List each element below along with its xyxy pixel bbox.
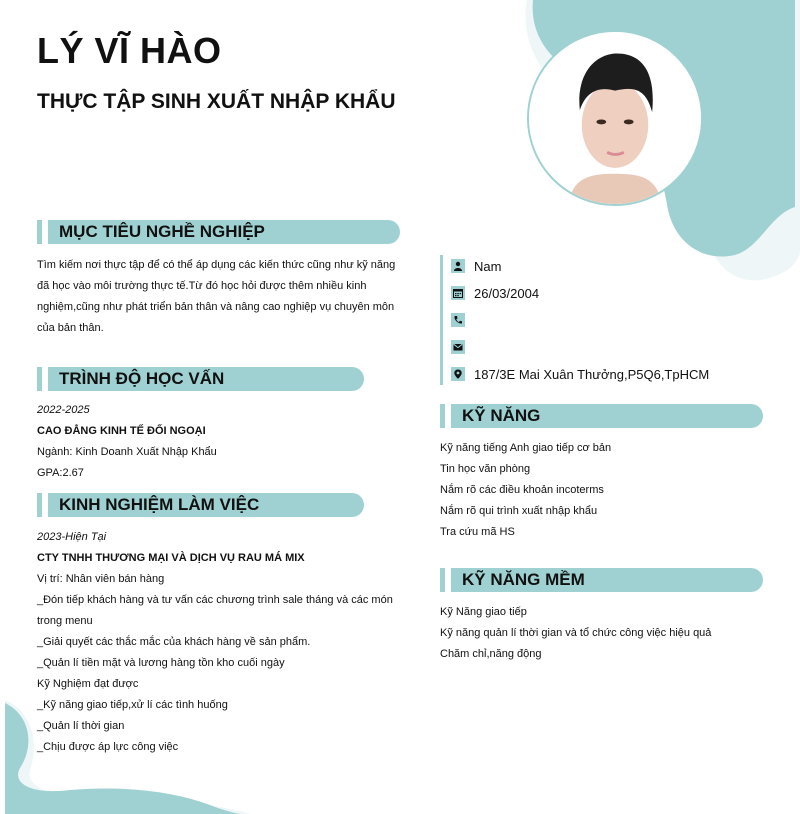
experience-line: Kỹ Nghiệm đạt được bbox=[37, 678, 139, 690]
soft-skill-item: Kỹ năng quản lí thời gian và tổ chức công việc hiệu quả bbox=[440, 627, 712, 639]
objective-text bbox=[37, 255, 395, 339]
experience-details bbox=[37, 527, 393, 758]
soft-skills-list bbox=[440, 602, 711, 665]
contact-info bbox=[440, 255, 743, 385]
calendar-icon bbox=[451, 286, 465, 300]
objective-line: của bản thân. bbox=[37, 322, 104, 334]
section-header-experience bbox=[37, 493, 364, 517]
contact-address bbox=[451, 365, 709, 383]
section-title: KỸ NĂNG MỀM bbox=[451, 568, 763, 592]
experience-company: CTY TNHH THƯƠNG MẠI VÀ DỊCH VỤ RAU MÁ MIX bbox=[37, 552, 305, 564]
contact-email bbox=[451, 338, 474, 356]
experience-line: _Chịu được áp lực công việc bbox=[37, 741, 179, 753]
candidate-name: LÝ VĨ HÀO bbox=[37, 30, 222, 71]
skill-item: Tra cứu mã HS bbox=[440, 526, 515, 538]
job-title: THỰC TẬP SINH XUẤT NHẬP KHẨU bbox=[37, 90, 396, 113]
section-accent-bar bbox=[37, 220, 42, 244]
experience-line: _Quản lí tiền mặt và lương hàng tồn kho cuối ngày bbox=[37, 657, 285, 669]
objective-line: nghiệm,cũng như phát triển bản thân và nâng cao nghiệp vụ chuyên môn bbox=[37, 301, 395, 313]
experience-line: Vị trí: Nhân viên bán hàng bbox=[37, 573, 165, 585]
experience-line: _Kỹ năng giao tiếp,xử lí các tình huống bbox=[37, 699, 228, 711]
section-accent-bar bbox=[440, 404, 445, 428]
profile-photo bbox=[527, 30, 703, 206]
objective-line: đã học vào môi trường thực tế.Từ đó học hỏi được thêm nhiều kinh bbox=[37, 280, 367, 292]
email-icon bbox=[451, 340, 465, 354]
education-gpa: GPA:2.67 bbox=[37, 467, 84, 479]
contact-value: Nam bbox=[474, 258, 502, 274]
section-title: MỤC TIÊU NGHỀ NGHIỆP bbox=[48, 220, 400, 244]
contact-phone bbox=[451, 311, 474, 329]
section-accent-bar bbox=[440, 568, 445, 592]
experience-line: _Giải quyết các thắc mắc của khách hàng về sản phẩm. bbox=[37, 636, 311, 648]
skill-item: Nắm rõ các điều khoản incoterms bbox=[440, 484, 604, 496]
objective-line: Tìm kiếm nơi thực tập để có thể áp dụng các kiến thức cũng như kỹ năng bbox=[37, 259, 396, 271]
experience-period: 2023-Hiện Tại bbox=[37, 531, 107, 543]
portrait-icon bbox=[529, 32, 701, 204]
experience-line: _Quản lí thời gian bbox=[37, 720, 125, 732]
section-accent-bar bbox=[37, 493, 42, 517]
person-icon bbox=[451, 259, 465, 273]
section-accent-bar bbox=[37, 367, 42, 391]
skill-item: Kỹ năng tiếng Anh giao tiếp cơ bản bbox=[440, 442, 612, 454]
section-header-soft-skills bbox=[440, 568, 763, 592]
soft-skill-item: Chăm chỉ,năng động bbox=[440, 648, 542, 660]
experience-line: _Đón tiếp khách hàng và tư vấn các chương trình sale tháng và các món bbox=[37, 594, 393, 606]
location-pin-icon bbox=[451, 367, 465, 381]
section-title: TRÌNH ĐỘ HỌC VẤN bbox=[48, 367, 364, 391]
contact-birthdate bbox=[451, 284, 539, 302]
experience-line: trong menu bbox=[37, 615, 93, 627]
education-major: Ngành: Kinh Doanh Xuất Nhập Khẩu bbox=[37, 446, 217, 458]
section-title: KỸ NĂNG bbox=[451, 404, 763, 428]
section-header-skills bbox=[440, 404, 763, 428]
contact-value: 187/3E Mai Xuân Thưởng,P5Q6,TpHCM bbox=[474, 366, 710, 382]
section-header-education bbox=[37, 367, 364, 391]
skills-list bbox=[440, 438, 611, 543]
section-header-objective bbox=[37, 220, 400, 244]
skill-item: Tin học văn phòng bbox=[440, 463, 531, 475]
soft-skill-item: Kỹ Năng giao tiếp bbox=[440, 606, 527, 618]
education-details bbox=[37, 400, 217, 484]
education-school: CAO ĐẲNG KINH TẾ ĐỐI NGOẠI bbox=[37, 425, 206, 437]
section-title: KINH NGHIỆM LÀM VIỆC bbox=[48, 493, 364, 517]
contact-value: 26/03/2004 bbox=[474, 285, 540, 301]
education-period: 2022-2025 bbox=[37, 404, 90, 416]
contact-gender bbox=[451, 257, 501, 275]
skill-item: Nắm rõ qui trình xuất nhập khẩu bbox=[440, 505, 598, 517]
phone-icon bbox=[451, 313, 465, 327]
